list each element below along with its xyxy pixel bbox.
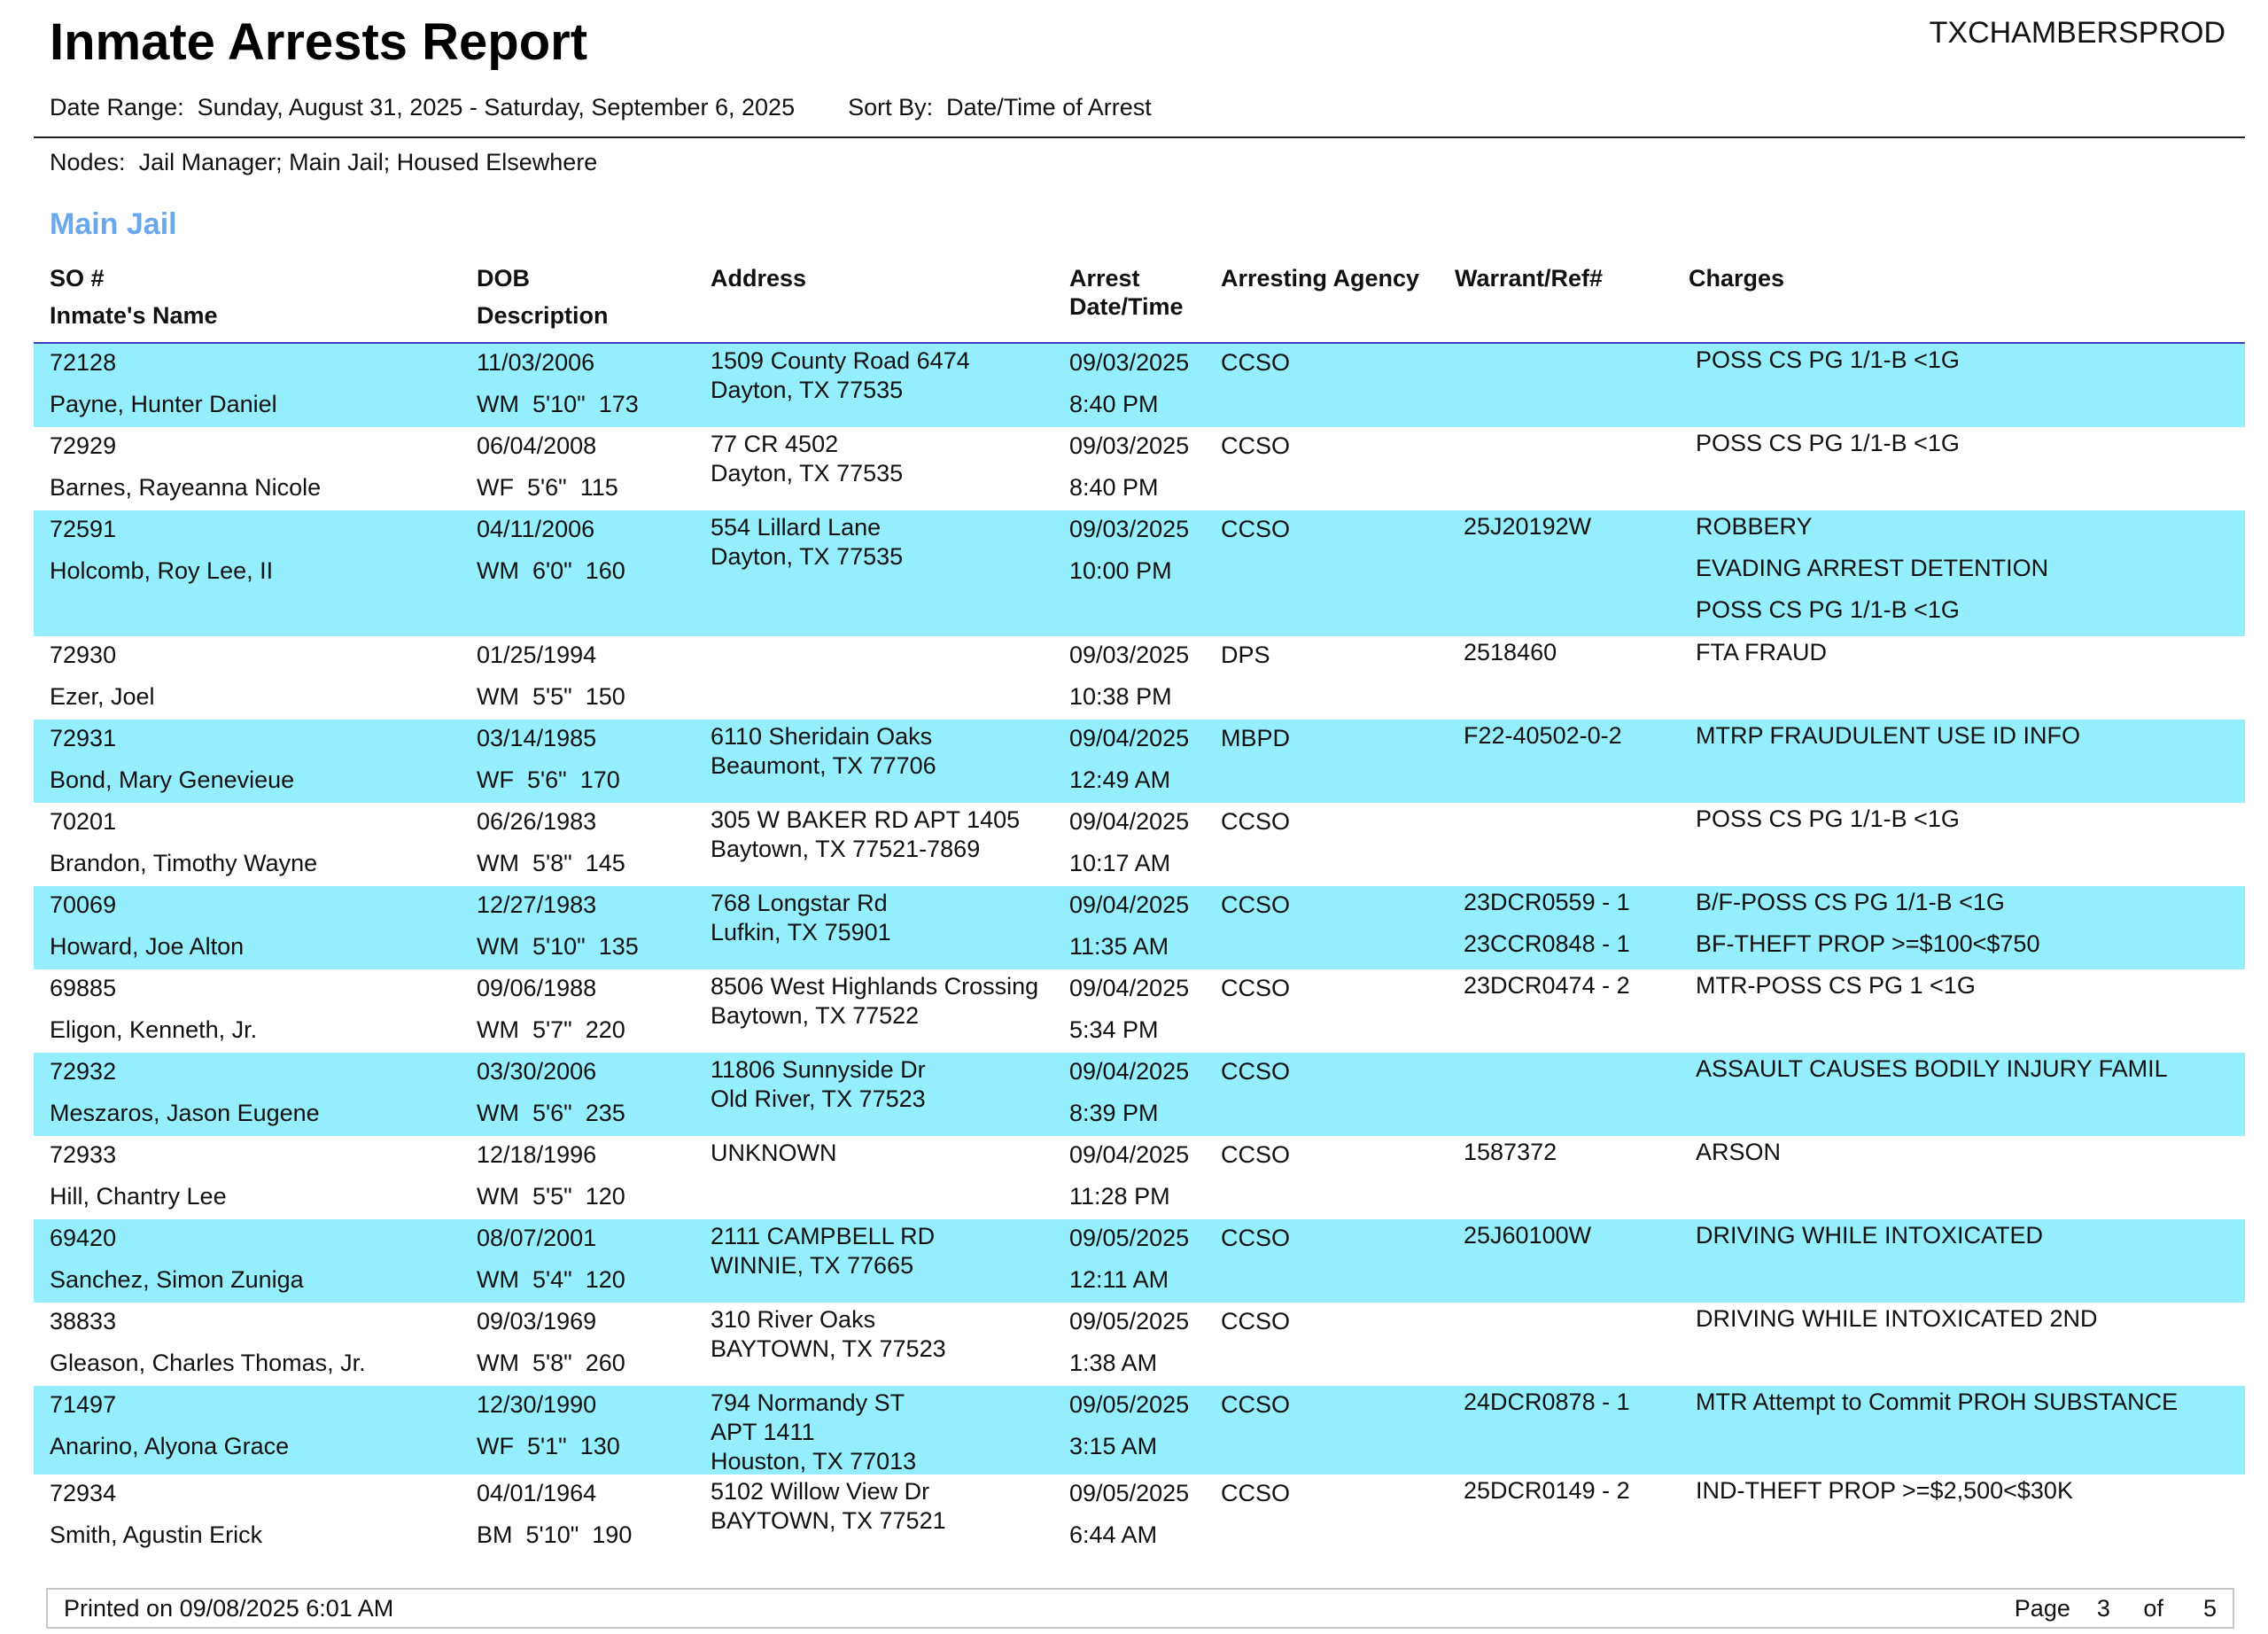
charge: ASSAULT CAUSES BODILY INJURY FAMIL (1696, 1055, 2168, 1082)
table-row (34, 803, 2245, 886)
arrest-date: 09/05/2025 (1069, 1480, 1190, 1506)
arrest-date: 09/05/2025 (1069, 1308, 1190, 1334)
arrest-date: 09/03/2025 (1069, 642, 1190, 668)
inmate-name: Meszaros, Jason Eugene (50, 1100, 320, 1126)
col-header-description: Description (477, 302, 609, 329)
warrant-ref: 23DCR0559 - 1 (1464, 889, 1630, 915)
so-number: 38833 (50, 1308, 117, 1334)
inmate-name: Sanchez, Simon Zuniga (50, 1266, 304, 1293)
description: WM 5'6" 235 (477, 1100, 625, 1126)
page-number: 3 (2096, 1595, 2110, 1622)
arresting-agency: CCSO (1221, 516, 1291, 542)
dob: 04/11/2006 (477, 516, 595, 542)
address-line: Baytown, TX 77522 (711, 1002, 920, 1029)
inmate-name: Smith, Agustin Erick (50, 1521, 263, 1548)
dob: 12/18/1996 (477, 1141, 597, 1168)
system-name: TXCHAMBERSPROD (1929, 16, 2225, 50)
description: WM 5'5" 150 (477, 683, 625, 710)
so-number: 72934 (50, 1480, 117, 1506)
dob: 01/25/1994 (477, 642, 597, 668)
address-line: 310 River Oaks (711, 1306, 876, 1333)
arrest-time: 12:49 AM (1069, 766, 1171, 793)
sort-value: Date/Time of Arrest (946, 94, 1152, 121)
address-line: 6110 Sheridain Oaks (711, 723, 933, 750)
date-range-label: Date Range: (50, 94, 184, 121)
description: BM 5'10" 190 (477, 1521, 633, 1548)
warrant-ref: 24DCR0878 - 1 (1464, 1389, 1630, 1415)
table-row (34, 1136, 2245, 1219)
charge: IND-THEFT PROP >=$2,500<$30K (1696, 1477, 2073, 1504)
date-range-value: Sunday, August 31, 2025 - Saturday, September 6, 2025 (197, 94, 796, 121)
warrant-ref: 25J60100W (1464, 1222, 1592, 1249)
charge: POSS CS PG 1/1-B <1G (1696, 805, 1960, 832)
charge: POSS CS PG 1/1-B <1G (1696, 596, 1960, 623)
address-line: UNKNOWN (711, 1140, 837, 1166)
so-number: 72931 (50, 725, 117, 751)
inmate-name: Gleason, Charles Thomas, Jr. (50, 1350, 366, 1376)
table-row (34, 636, 2245, 720)
report-meta (50, 94, 1152, 121)
charge: BF-THEFT PROP >=$100<$750 (1696, 930, 2040, 957)
table-row (34, 1219, 2245, 1303)
arresting-agency: CCSO (1221, 432, 1291, 459)
header-divider (34, 136, 2245, 138)
charge: MTR Attempt to Commit PROH SUBSTANCE (1696, 1389, 2179, 1415)
address-line: Baytown, TX 77521-7869 (711, 836, 981, 862)
charge: ARSON (1696, 1139, 1782, 1165)
address-line: 8506 West Highlands Crossing (711, 973, 1039, 1000)
warrant-ref: F22-40502-0-2 (1464, 722, 1622, 749)
inmate-name: Bond, Mary Genevieue (50, 766, 295, 793)
arresting-agency: CCSO (1221, 808, 1291, 835)
nodes-value: Jail Manager; Main Jail; Housed Elsewhere (138, 149, 598, 175)
address-line: BAYTOWN, TX 77523 (711, 1335, 946, 1362)
so-number: 71497 (50, 1391, 117, 1418)
arrest-time: 10:00 PM (1069, 557, 1172, 584)
address-line: WINNIE, TX 77665 (711, 1252, 914, 1279)
address-line: Lufkin, TX 75901 (711, 919, 891, 945)
page-footer (46, 1588, 2234, 1629)
dob: 12/27/1983 (477, 891, 597, 918)
address-line: Dayton, TX 77535 (711, 543, 904, 570)
page-indicator (2015, 1595, 2217, 1622)
description: WM 5'8" 145 (477, 850, 625, 876)
inmate-name: Hill, Chantry Lee (50, 1183, 227, 1210)
col-header-charges: Charges (1689, 265, 1785, 292)
address-line: 305 W BAKER RD APT 1405 (711, 806, 1021, 833)
col-header-datetime: Date/Time (1069, 293, 1184, 320)
table-row (34, 1474, 2245, 1558)
address-line: Dayton, TX 77535 (711, 377, 904, 403)
arresting-agency: CCSO (1221, 1480, 1291, 1506)
so-number: 70069 (50, 891, 117, 918)
col-header-name: Inmate's Name (50, 302, 218, 329)
arrest-date: 09/04/2025 (1069, 975, 1190, 1001)
dob: 09/03/1969 (477, 1308, 597, 1334)
dob: 09/06/1988 (477, 975, 597, 1001)
address-line: 2111 CAMPBELL RD (711, 1223, 936, 1249)
arrest-time: 11:28 PM (1069, 1183, 1170, 1210)
charge: DRIVING WHILE INTOXICATED 2ND (1696, 1305, 2098, 1332)
arrest-date: 09/03/2025 (1069, 349, 1190, 376)
dob: 03/14/1985 (477, 725, 597, 751)
so-number: 69420 (50, 1225, 117, 1251)
arresting-agency: CCSO (1221, 1141, 1291, 1168)
arresting-agency: CCSO (1221, 975, 1291, 1001)
charge: POSS CS PG 1/1-B <1G (1696, 346, 1960, 373)
address-line: 554 Lillard Lane (711, 514, 882, 541)
description: WM 5'10" 135 (477, 933, 639, 960)
arrest-date: 09/04/2025 (1069, 1058, 1190, 1085)
address-line: 768 Longstar Rd (711, 890, 888, 916)
charge: FTA FRAUD (1696, 639, 1827, 665)
arrest-table (34, 344, 2245, 1558)
arrest-date: 09/04/2025 (1069, 808, 1190, 835)
arrest-time: 8:39 PM (1069, 1100, 1159, 1126)
arrest-date: 09/04/2025 (1069, 891, 1190, 918)
so-number: 72128 (50, 349, 117, 376)
page-label: Page (2014, 1595, 2070, 1622)
table-row (34, 344, 2245, 427)
arrest-time: 8:40 PM (1069, 474, 1159, 501)
so-number: 69885 (50, 975, 117, 1001)
section-title: Main Jail (50, 207, 177, 241)
arrest-date: 09/03/2025 (1069, 432, 1190, 459)
col-header-agency: Arresting Agency (1221, 265, 1420, 292)
nodes-line (50, 149, 597, 176)
col-header-warrant: Warrant/Ref# (1455, 265, 1604, 292)
table-row (34, 510, 2245, 636)
address-line: BAYTOWN, TX 77521 (711, 1507, 946, 1534)
description: WF 5'6" 170 (477, 766, 620, 793)
sort-label: Sort By: (848, 94, 934, 121)
address-line: APT 1411 (711, 1419, 815, 1445)
arrest-time: 6:44 AM (1069, 1521, 1158, 1548)
arrest-date: 09/05/2025 (1069, 1225, 1190, 1251)
arrest-date: 09/03/2025 (1069, 516, 1190, 542)
address-line: 77 CR 4502 (711, 431, 839, 457)
dob: 06/04/2008 (477, 432, 597, 459)
charge: MTRP FRAUDULENT USE ID INFO (1696, 722, 2081, 749)
so-number: 72929 (50, 432, 117, 459)
arresting-agency: MBPD (1221, 725, 1291, 751)
arrest-time: 10:17 AM (1069, 850, 1171, 876)
printed-on: Printed on 09/08/2025 6:01 AM (64, 1595, 394, 1622)
charge: POSS CS PG 1/1-B <1G (1696, 430, 1960, 456)
arrest-time: 12:11 AM (1069, 1266, 1169, 1293)
warrant-ref: 2518460 (1464, 639, 1557, 665)
so-number: 72933 (50, 1141, 117, 1168)
arrest-date: 09/05/2025 (1069, 1391, 1190, 1418)
description: WM 5'4" 120 (477, 1266, 625, 1293)
table-row (34, 969, 2245, 1053)
col-header-dob: DOB (477, 265, 530, 292)
col-header-address: Address (711, 265, 807, 292)
col-header-arrest: Arrest (1069, 265, 1140, 292)
address-line: 11806 Sunnyside Dr (711, 1056, 926, 1083)
table-row (34, 1303, 2245, 1386)
inmate-name: Holcomb, Roy Lee, II (50, 557, 274, 584)
arresting-agency: CCSO (1221, 1225, 1291, 1251)
arresting-agency: CCSO (1221, 1058, 1291, 1085)
col-header-so: SO # (50, 265, 105, 292)
charge: ROBBERY (1696, 513, 1813, 540)
arrest-time: 8:40 PM (1069, 391, 1159, 417)
nodes-label: Nodes: (50, 149, 126, 175)
arrest-time: 1:38 AM (1069, 1350, 1158, 1376)
arresting-agency: CCSO (1221, 349, 1291, 376)
inmate-name: Payne, Hunter Daniel (50, 391, 277, 417)
arrest-time: 5:34 PM (1069, 1016, 1159, 1043)
inmate-name: Howard, Joe Alton (50, 933, 245, 960)
arresting-agency: DPS (1221, 642, 1270, 668)
address-line: Houston, TX 77013 (711, 1448, 917, 1474)
dob: 12/30/1990 (477, 1391, 597, 1418)
table-row (34, 1386, 2245, 1474)
arresting-agency: CCSO (1221, 1391, 1291, 1418)
dob: 08/07/2001 (477, 1225, 597, 1251)
arrest-date: 09/04/2025 (1069, 1141, 1190, 1168)
dob: 06/26/1983 (477, 808, 597, 835)
dob: 03/30/2006 (477, 1058, 597, 1085)
charge: B/F-POSS CS PG 1/1-B <1G (1696, 889, 2005, 915)
charge: DRIVING WHILE INTOXICATED (1696, 1222, 2044, 1249)
warrant-ref: 23DCR0474 - 2 (1464, 972, 1630, 999)
dob: 11/03/2006 (477, 349, 595, 376)
charge: MTR-POSS CS PG 1 <1G (1696, 972, 1976, 999)
table-row (34, 886, 2245, 969)
page-total: 5 (2202, 1595, 2217, 1622)
description: WF 5'6" 115 (477, 474, 618, 501)
warrant-ref: 1587372 (1464, 1139, 1557, 1165)
description: WM 5'8" 260 (477, 1350, 625, 1376)
table-row (34, 720, 2245, 803)
warrant-ref: 25J20192W (1464, 513, 1592, 540)
address-line: 1509 County Road 6474 (711, 347, 970, 374)
charge: EVADING ARREST DETENTION (1696, 555, 2049, 581)
report-title: Inmate Arrests Report (50, 13, 588, 71)
description: WM 6'0" 160 (477, 557, 625, 584)
inmate-name: Eligon, Kenneth, Jr. (50, 1016, 258, 1043)
arrest-time: 11:35 AM (1069, 933, 1169, 960)
inmate-name: Anarino, Alyona Grace (50, 1433, 290, 1459)
dob: 04/01/1964 (477, 1480, 597, 1506)
warrant-ref: 25DCR0149 - 2 (1464, 1477, 1630, 1504)
arresting-agency: CCSO (1221, 1308, 1291, 1334)
inmate-name: Barnes, Rayeanna Nicole (50, 474, 322, 501)
description: WM 5'7" 220 (477, 1016, 625, 1043)
so-number: 72930 (50, 642, 117, 668)
address-line: Dayton, TX 77535 (711, 460, 904, 486)
address-line: 5102 Willow View Dr (711, 1478, 930, 1505)
arrest-date: 09/04/2025 (1069, 725, 1190, 751)
warrant-ref: 23CCR0848 - 1 (1464, 930, 1630, 957)
arresting-agency: CCSO (1221, 891, 1291, 918)
address-line: 794 Normandy ST (711, 1389, 905, 1416)
so-number: 72932 (50, 1058, 117, 1085)
address-line: Beaumont, TX 77706 (711, 752, 936, 779)
table-row (34, 427, 2245, 510)
arrest-time: 10:38 PM (1069, 683, 1172, 710)
description: WF 5'1" 130 (477, 1433, 620, 1459)
of-label: of (2143, 1595, 2163, 1622)
address-line: Old River, TX 77523 (711, 1085, 926, 1112)
arrest-time: 3:15 AM (1069, 1433, 1158, 1459)
inmate-name: Brandon, Timothy Wayne (50, 850, 318, 876)
description: WM 5'10" 173 (477, 391, 639, 417)
description: WM 5'5" 120 (477, 1183, 625, 1210)
table-row (34, 1053, 2245, 1136)
inmate-name: Ezer, Joel (50, 683, 155, 710)
so-number: 70201 (50, 808, 117, 835)
so-number: 72591 (50, 516, 117, 542)
